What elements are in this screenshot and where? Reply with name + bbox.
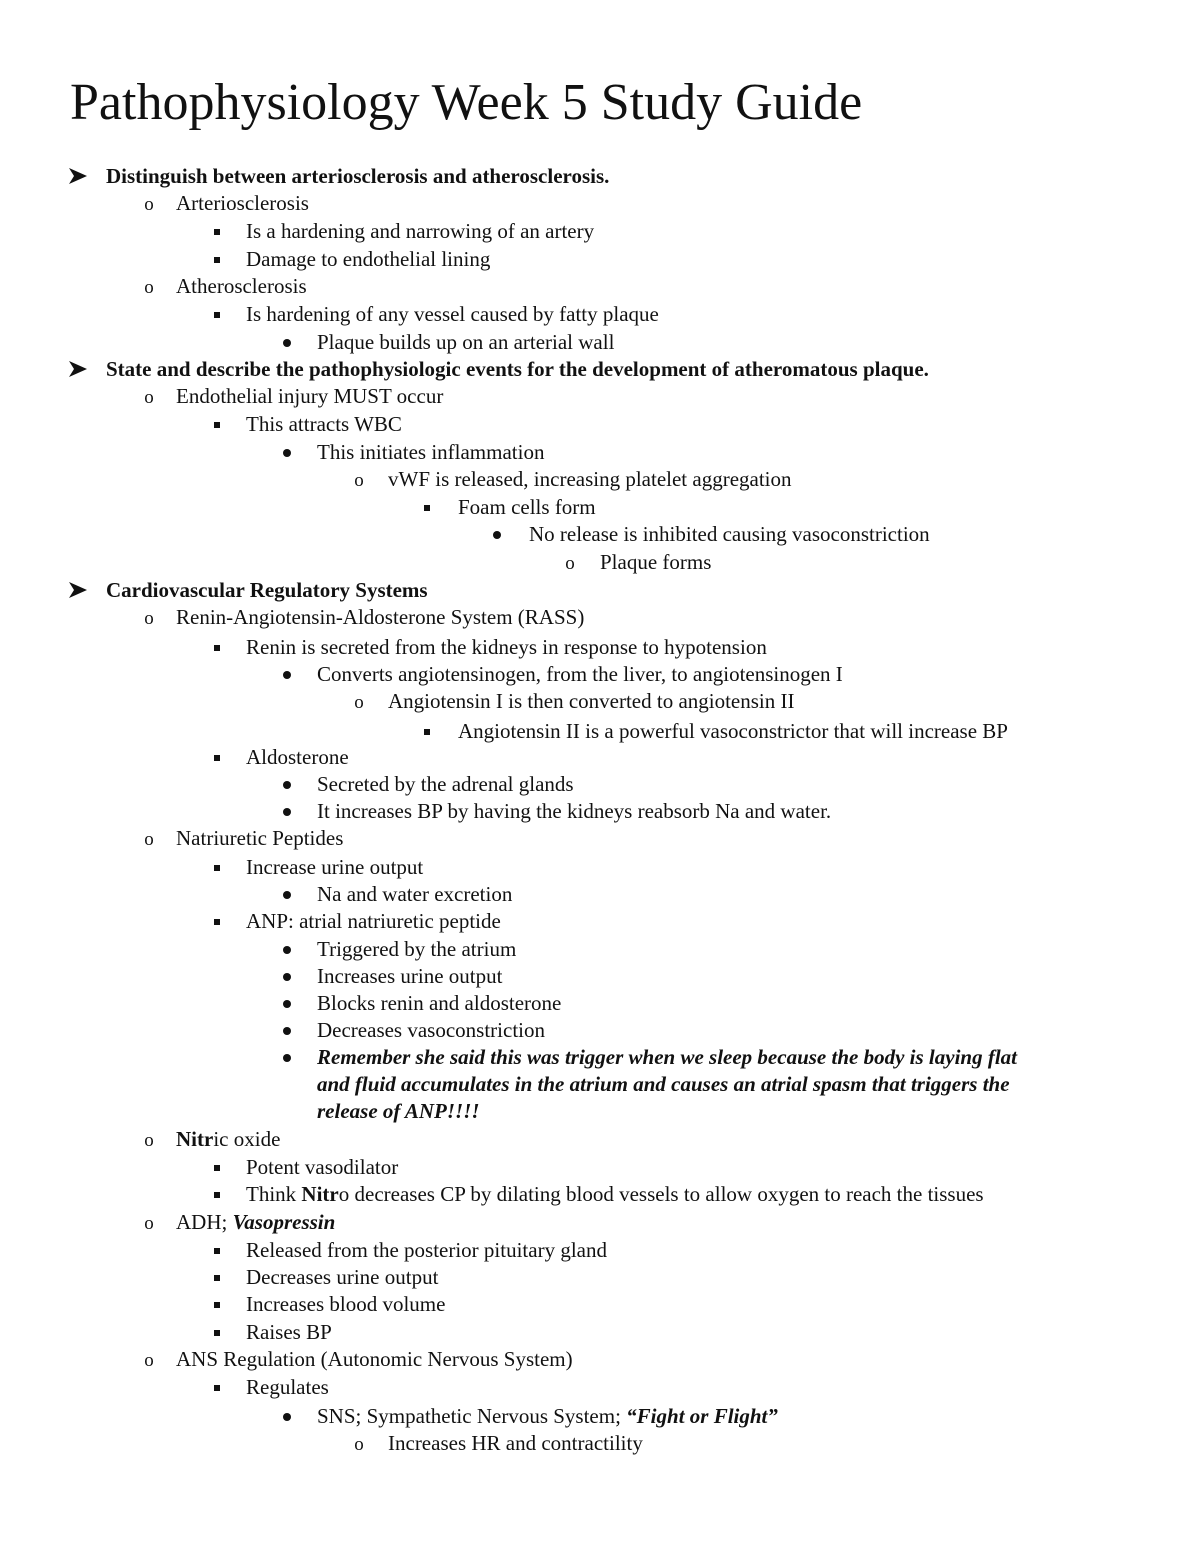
- item-text: Decreases urine output: [246, 1265, 439, 1289]
- heading-text: State and describe the pathophysiologic events for the development of atheromatous plaque.: [106, 357, 929, 381]
- square-bullet-icon: [210, 1181, 224, 1208]
- dot-bullet-icon: [280, 1044, 294, 1071]
- item-text: Aldosterone: [246, 745, 349, 769]
- list-item: [0, 1291, 1200, 1318]
- item-text: Na and water excretion: [317, 882, 513, 906]
- square-bullet-icon: [210, 411, 224, 438]
- item-text: [246, 1181, 984, 1208]
- arrow-bullet-icon: [68, 163, 90, 184]
- item-text: Regulates: [246, 1375, 329, 1399]
- list-item: [0, 1403, 1200, 1430]
- list-item: [0, 1017, 1200, 1044]
- plain-text: Think: [246, 1182, 302, 1206]
- list-item: [0, 218, 1200, 245]
- square-bullet-icon: [210, 246, 224, 273]
- dot-bullet-icon: [280, 439, 294, 466]
- list-item: [0, 439, 1200, 466]
- square-bullet-icon: [210, 301, 224, 328]
- circle-bullet-icon: o: [565, 553, 575, 574]
- item-text: Triggered by the atrium: [317, 937, 517, 961]
- item-text: This attracts WBC: [246, 412, 402, 436]
- square-bullet-icon: [420, 718, 434, 745]
- list-item: [0, 718, 1200, 745]
- dot-bullet-icon: [280, 990, 294, 1017]
- square-bullet-icon: [210, 1154, 224, 1181]
- dot-bullet-icon: [280, 1403, 294, 1430]
- heading-text: Distinguish between arteriosclerosis and atherosclerosis.: [106, 164, 610, 188]
- item-text: Released from the posterior pituitary gland: [246, 1238, 607, 1262]
- list-item: [0, 1237, 1200, 1264]
- list-item: [0, 190, 1200, 217]
- note-continuation: [0, 1071, 1200, 1098]
- item-text: vWF is released, increasing platelet aggregation: [388, 467, 792, 491]
- item-text: Potent vasodilator: [246, 1155, 399, 1179]
- list-item: [0, 1126, 1200, 1153]
- list-item: [0, 273, 1200, 300]
- list-item: [0, 1430, 1200, 1457]
- list-item: [0, 881, 1200, 908]
- item-text: [176, 1126, 280, 1153]
- circle-bullet-icon: o: [354, 1434, 364, 1455]
- bold-italic-text: Vasopressin: [232, 1210, 336, 1234]
- item-text: No release is inhibited causing vasoconstriction: [529, 522, 930, 546]
- list-item: [0, 771, 1200, 798]
- dot-bullet-icon: [280, 881, 294, 908]
- square-bullet-icon: [210, 854, 224, 881]
- item-text: Increase urine output: [246, 855, 424, 879]
- list-item: [0, 411, 1200, 438]
- section-heading: [0, 356, 1200, 383]
- arrow-bullet-icon: [68, 577, 90, 598]
- list-item: [0, 329, 1200, 356]
- item-text: Natriuretic Peptides: [176, 826, 344, 850]
- item-text: Endothelial injury MUST occur: [176, 384, 444, 408]
- note-text: release of ANP!!!!: [317, 1099, 480, 1123]
- item-text: Increases HR and contractility: [388, 1431, 643, 1455]
- circle-bullet-icon: o: [144, 829, 154, 850]
- dot-bullet-icon: [280, 1017, 294, 1044]
- circle-bullet-icon: o: [144, 194, 154, 215]
- list-item: [0, 604, 1200, 631]
- bold-text: Nitr: [176, 1127, 214, 1151]
- item-text: [176, 1209, 335, 1236]
- list-item: [0, 494, 1200, 521]
- page-title: Pathophysiology Week 5 Study Guide: [70, 74, 863, 131]
- note-continuation: [0, 1098, 1200, 1125]
- item-text: Increases blood volume: [246, 1292, 446, 1316]
- item-text: Is a hardening and narrowing of an artery: [246, 219, 595, 243]
- dot-bullet-icon: [490, 521, 504, 548]
- dot-bullet-icon: [280, 329, 294, 356]
- square-bullet-icon: [210, 908, 224, 935]
- list-item: [0, 634, 1200, 661]
- circle-bullet-icon: o: [354, 470, 364, 491]
- list-item: [0, 521, 1200, 548]
- item-text: Renin is secreted from the kidneys in response to hypotension: [246, 635, 767, 659]
- note-text: and fluid accumulates in the atrium and causes an atrial spasm that triggers the: [317, 1072, 1010, 1096]
- item-text: Atherosclerosis: [176, 274, 307, 298]
- list-item: [0, 246, 1200, 273]
- list-item: [0, 963, 1200, 990]
- circle-bullet-icon: o: [144, 1130, 154, 1151]
- square-bullet-icon: [210, 1291, 224, 1318]
- list-item: [0, 301, 1200, 328]
- list-item: [0, 661, 1200, 688]
- square-bullet-icon: [210, 1264, 224, 1291]
- list-item: [0, 908, 1200, 935]
- list-item: [0, 1209, 1200, 1236]
- item-text: This initiates inflammation: [317, 440, 545, 464]
- plain-text: ic oxide: [213, 1127, 281, 1151]
- plain-text: o decreases CP by dilating blood vessels to allow oxygen to reach the tissues: [338, 1182, 984, 1206]
- list-item: [0, 825, 1200, 852]
- circle-bullet-icon: o: [144, 1213, 154, 1234]
- heading-text: Cardiovascular Regulatory Systems: [106, 578, 428, 602]
- item-text: [317, 1403, 778, 1430]
- circle-bullet-icon: o: [144, 387, 154, 408]
- plain-text: SNS; Sympathetic Nervous System;: [317, 1404, 627, 1428]
- item-text: Plaque forms: [600, 550, 712, 574]
- item-text: Arteriosclerosis: [176, 191, 309, 215]
- list-item: [0, 798, 1200, 825]
- square-bullet-icon: [210, 1319, 224, 1346]
- circle-bullet-icon: o: [354, 692, 364, 713]
- item-text: Converts angiotensinogen, from the liver, to angiotensinogen I: [317, 662, 843, 686]
- arrow-bullet-icon: [68, 356, 90, 377]
- item-text: Foam cells form: [458, 495, 596, 519]
- square-bullet-icon: [210, 1237, 224, 1264]
- section-heading: [0, 577, 1200, 604]
- square-bullet-icon: [210, 744, 224, 771]
- list-item: [0, 688, 1200, 715]
- list-item: [0, 854, 1200, 881]
- circle-bullet-icon: o: [144, 277, 154, 298]
- item-text: Plaque builds up on an arterial wall: [317, 330, 615, 354]
- dot-bullet-icon: [280, 771, 294, 798]
- item-text: Angiotensin II is a powerful vasoconstrictor that will increase BP: [458, 719, 1008, 743]
- square-bullet-icon: [210, 634, 224, 661]
- list-item: [0, 466, 1200, 493]
- item-text: Angiotensin I is then converted to angiotensin II: [388, 689, 795, 713]
- dot-bullet-icon: [280, 963, 294, 990]
- plain-text: ADH;: [176, 1210, 233, 1234]
- list-item: [0, 1154, 1200, 1181]
- list-item: [0, 990, 1200, 1017]
- item-text: Raises BP: [246, 1320, 332, 1344]
- dot-bullet-icon: [280, 936, 294, 963]
- bold-italic-text: “Fight or Flight”: [626, 1404, 778, 1428]
- bold-text: Nitr: [301, 1182, 339, 1206]
- square-bullet-icon: [420, 494, 434, 521]
- dot-bullet-icon: [280, 798, 294, 825]
- list-item: [0, 1264, 1200, 1291]
- list-item: [0, 744, 1200, 771]
- list-item: [0, 383, 1200, 410]
- item-text: Blocks renin and aldosterone: [317, 991, 562, 1015]
- note-text: Remember she said this was trigger when we sleep because the body is laying flat: [317, 1045, 1017, 1069]
- item-text: ANP: atrial natriuretic peptide: [246, 909, 501, 933]
- dot-bullet-icon: [280, 661, 294, 688]
- item-text: ANS Regulation (Autonomic Nervous System): [176, 1347, 573, 1371]
- item-text: Secreted by the adrenal glands: [317, 772, 574, 796]
- list-item: [0, 549, 1200, 576]
- section-heading: [0, 163, 1200, 190]
- square-bullet-icon: [210, 218, 224, 245]
- item-text: Damage to endothelial lining: [246, 247, 491, 271]
- square-bullet-icon: [210, 1374, 224, 1401]
- circle-bullet-icon: o: [144, 608, 154, 629]
- list-item: [0, 936, 1200, 963]
- list-item: [0, 1319, 1200, 1346]
- list-item: [0, 1181, 1200, 1208]
- item-text: Is hardening of any vessel caused by fatty plaque: [246, 302, 659, 326]
- list-item: [0, 1374, 1200, 1401]
- circle-bullet-icon: o: [144, 1350, 154, 1371]
- list-item: [0, 1044, 1200, 1071]
- list-item: [0, 1346, 1200, 1373]
- item-text: It increases BP by having the kidneys reabsorb Na and water.: [317, 799, 832, 823]
- item-text: Renin-Angiotensin-Aldosterone System (RASS): [176, 605, 585, 629]
- item-text: Decreases vasoconstriction: [317, 1018, 545, 1042]
- item-text: Increases urine output: [317, 964, 503, 988]
